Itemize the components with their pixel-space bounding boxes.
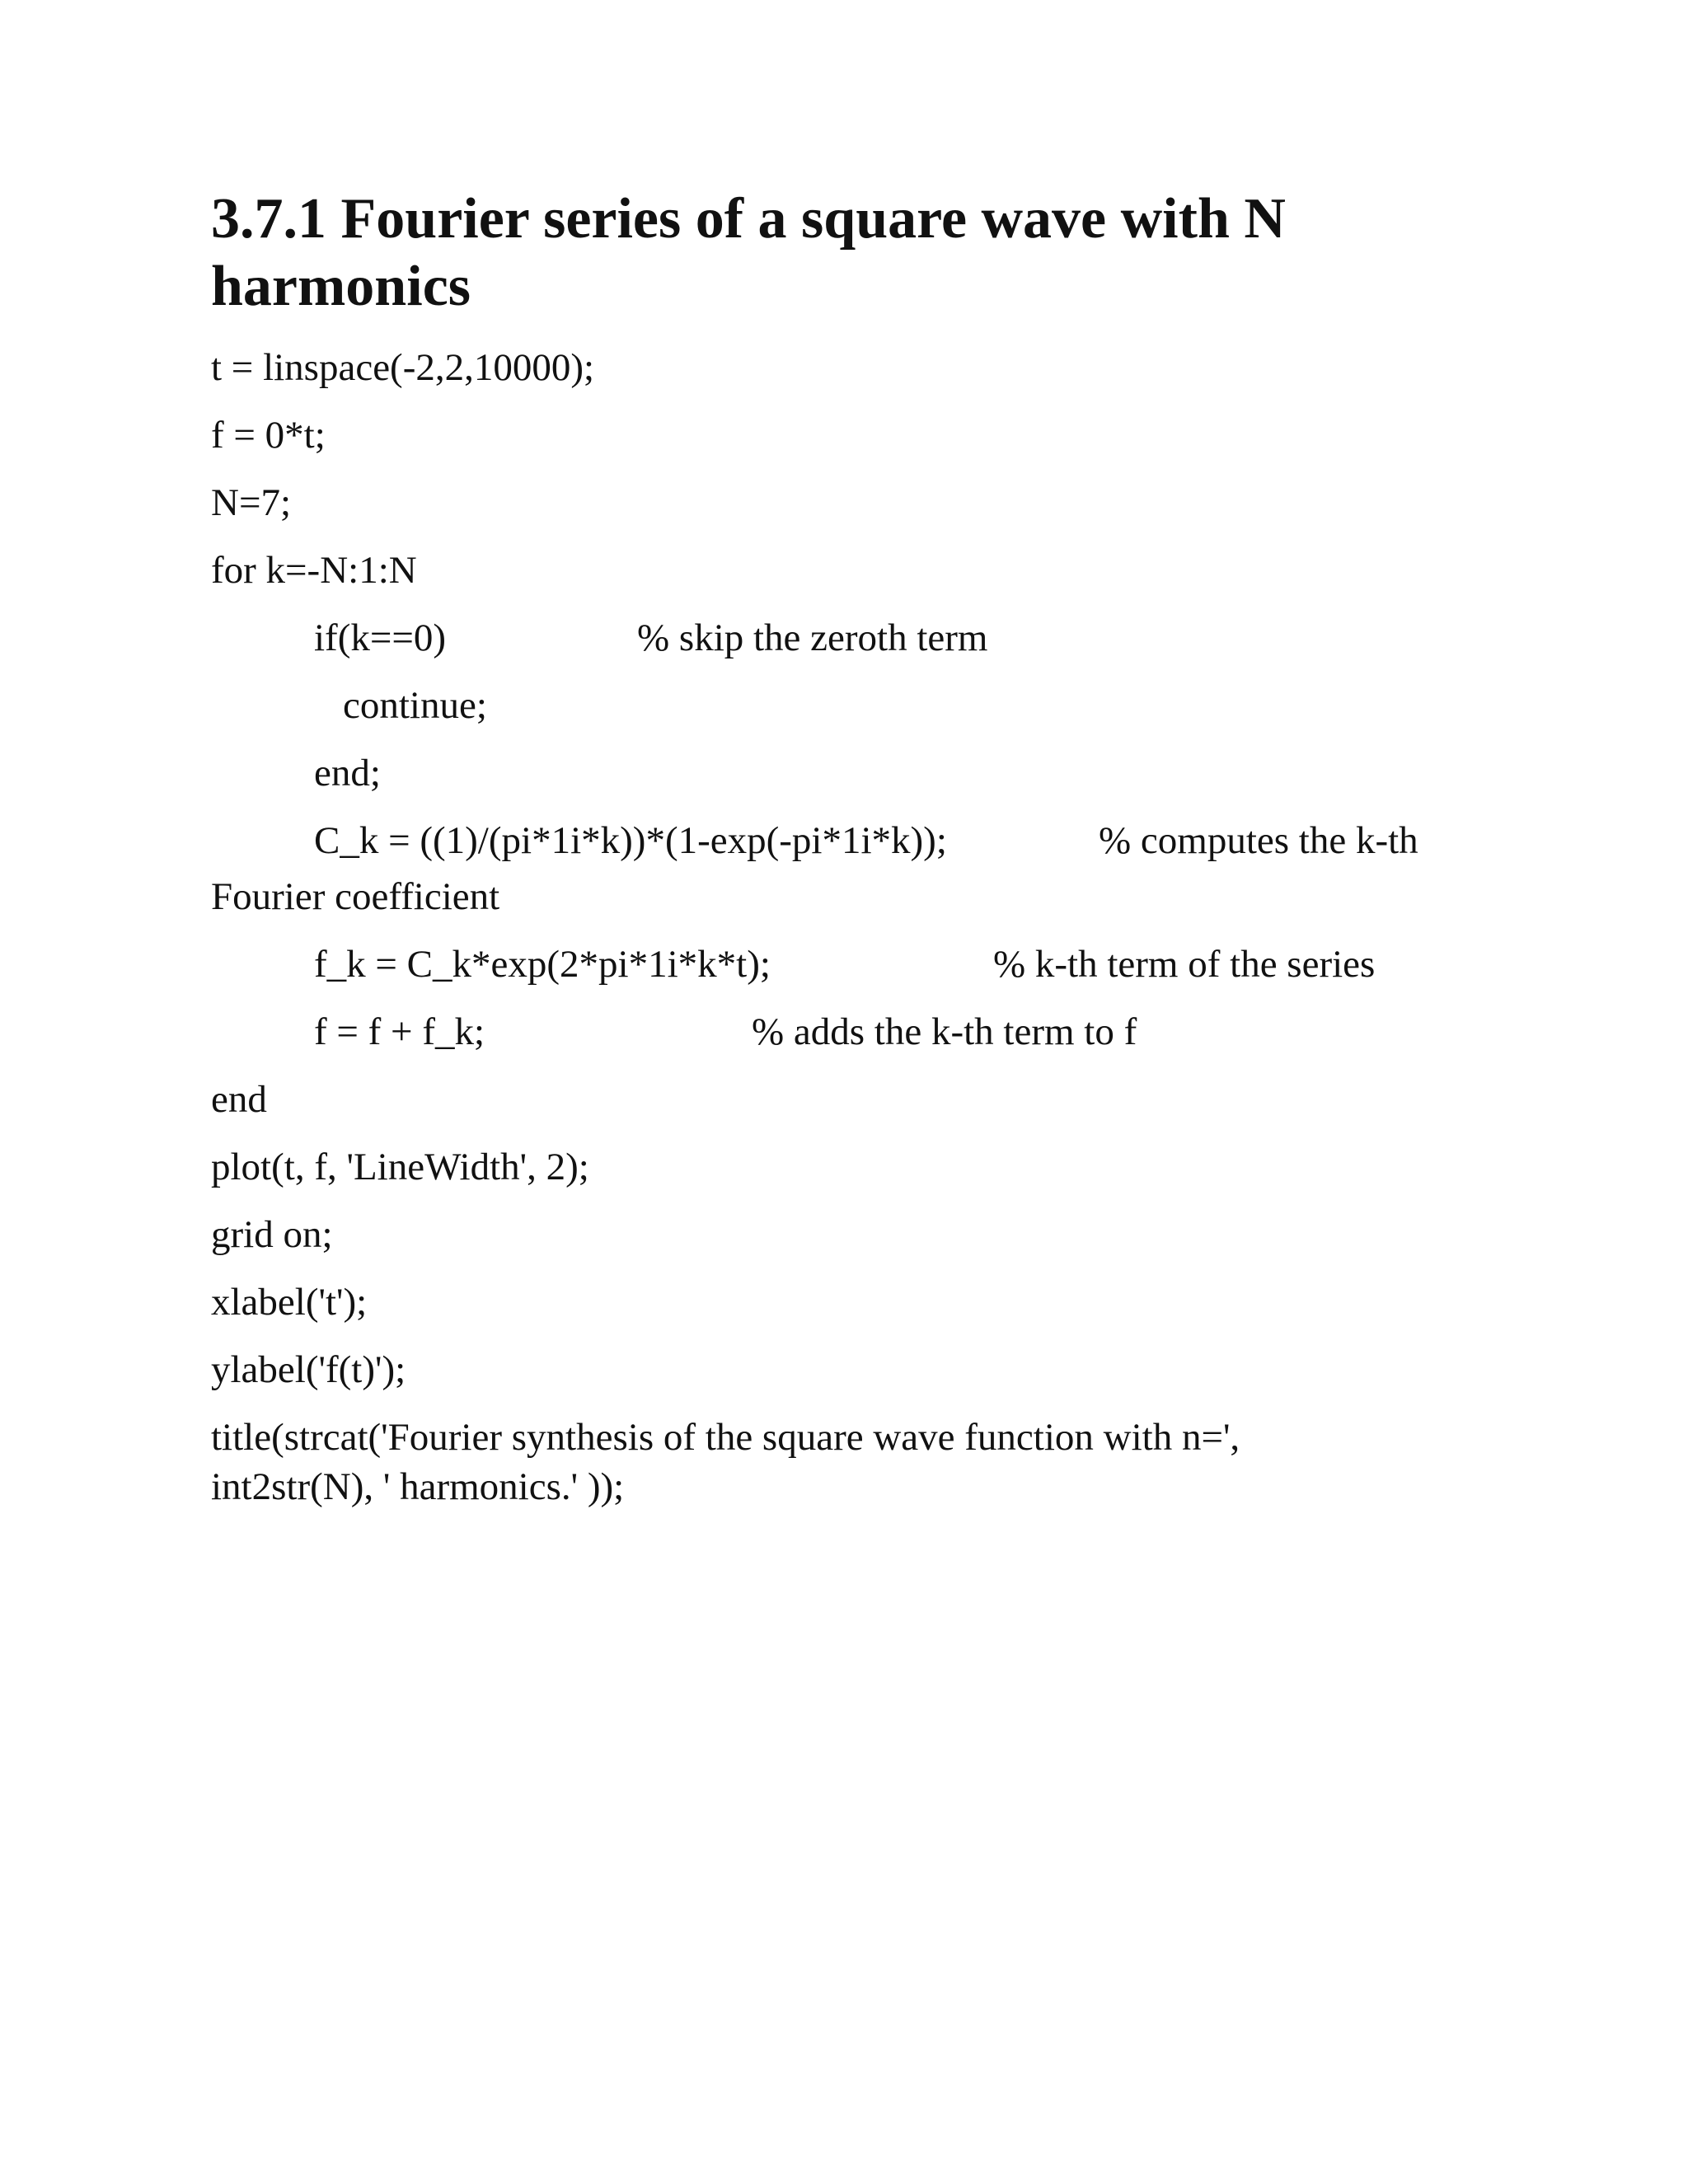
code-comment-coefficient-continued: Fourier coefficient (211, 875, 500, 918)
code-line-coefficient: C_k = ((1)/(pi*1i*k))*(1-exp(-pi*1i*k)); (314, 819, 947, 862)
section-heading: 3.7.1 Fourier series of a square wave with N harmonics (211, 187, 1286, 318)
code-comment-kth-term: % k-th term of the series (993, 943, 1376, 986)
code-line-grid: grid on; (211, 1213, 333, 1256)
code-line-xlabel: xlabel('t'); (211, 1281, 368, 1324)
code-comment-skip: % skip the zeroth term (637, 616, 988, 659)
code-line-if: if(k==0) (314, 616, 447, 659)
code-line-for-loop: for k=-N:1:N (211, 549, 417, 592)
code-line-title: title(strcat('Fourier synthesis of the square wave function with n=', int2str(N), ' harmonics.' )); (211, 1416, 1240, 1508)
code-line-end-if: end; (314, 752, 381, 794)
code-line-end-for: end (211, 1078, 267, 1121)
code-comment-accumulate: % adds the k-th term to f (752, 1010, 1137, 1053)
code-comment-coefficient: % computes the k-th (1099, 819, 1418, 862)
code-line-set-n: N=7; (211, 481, 292, 524)
code-line-linspace: t = linspace(-2,2,10000); (211, 346, 595, 389)
code-line-kth-term: f_k = C_k*exp(2*pi*1i*k*t); (314, 943, 771, 986)
code-line-plot: plot(t, f, 'LineWidth', 2); (211, 1146, 589, 1188)
code-line-init-f: f = 0*t; (211, 414, 326, 457)
code-line-accumulate: f = f + f_k; (314, 1010, 485, 1053)
code-line-continue: continue; (343, 684, 487, 727)
code-line-ylabel: ylabel('f(t)'); (211, 1348, 406, 1391)
